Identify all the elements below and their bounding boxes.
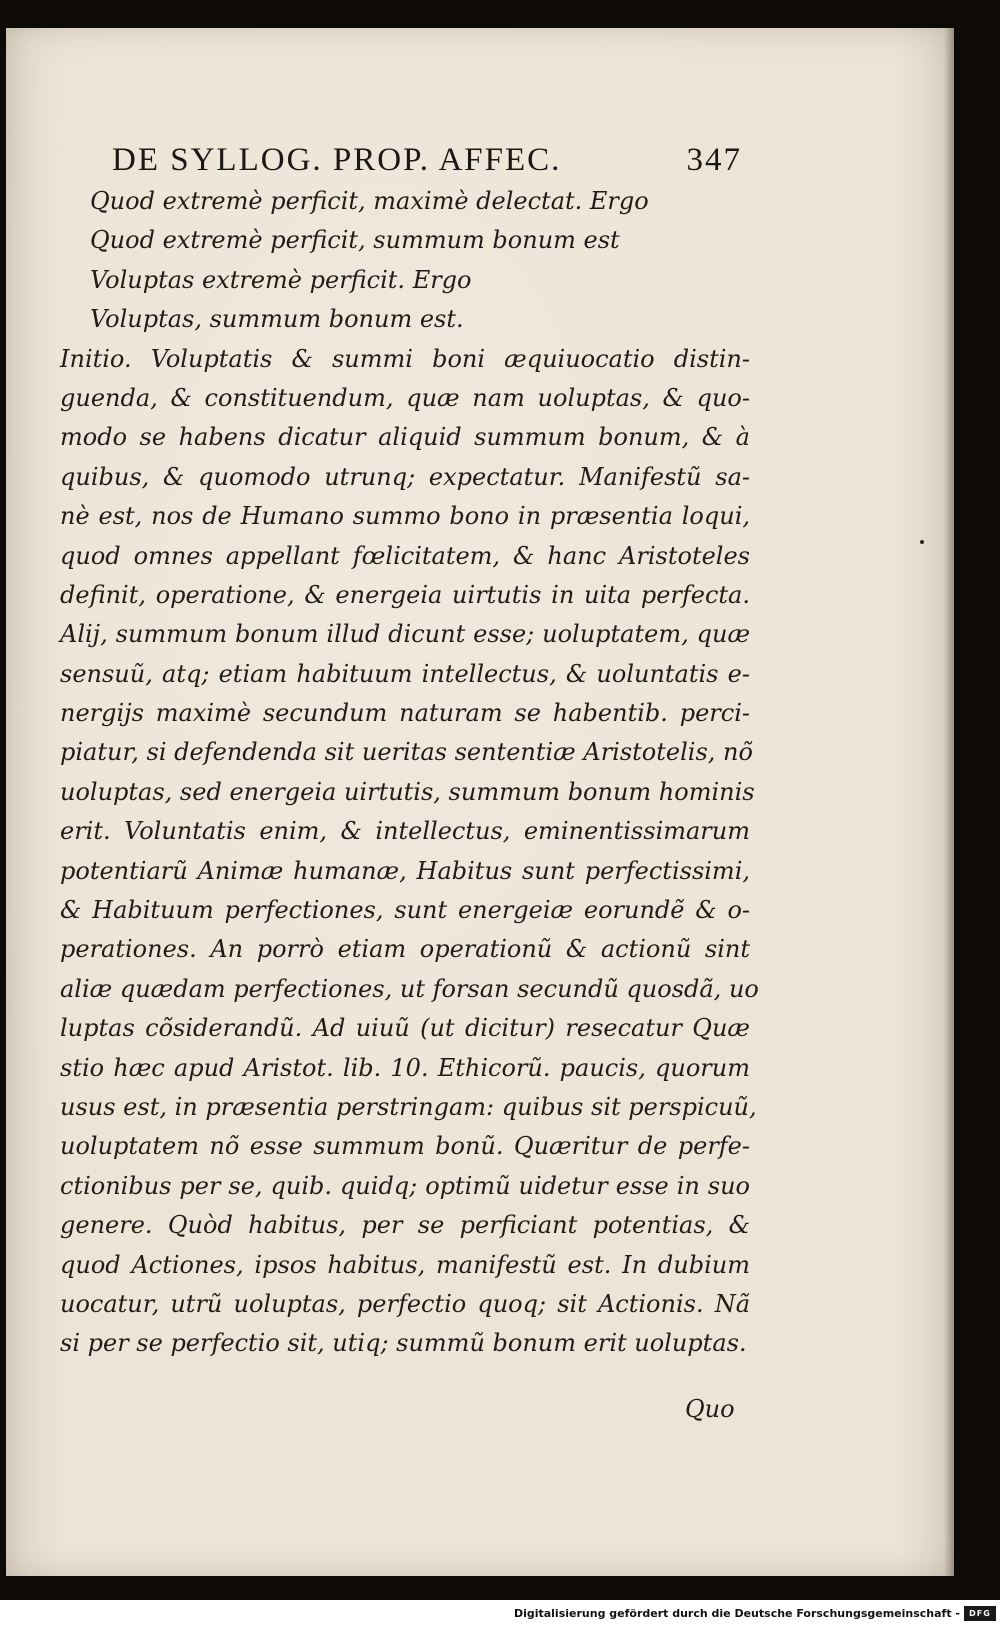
text-line: nè est, nos de Humano summo bono in præsentia loqui, <box>60 502 750 531</box>
syllogism-line: Quod extremè perficit, summum bonum est <box>90 226 620 255</box>
digitization-credit: Digitalisierung gefördert durch die Deutsche Forschungsgemeinschaft - <box>513 1607 960 1620</box>
text-line: luptas cõsiderandũ. Ad uiuũ (ut dicitur) resecatur Quæ <box>60 1014 750 1043</box>
text-line: nergijs maximè secundum naturam se habentib. perci- <box>60 699 750 728</box>
catchword: Quo <box>685 1395 735 1423</box>
running-head-title: DE SYLLOG. PROP. AFFEC. <box>112 142 562 178</box>
text-line: modo se habens dicatur aliquid summum bonum, & à <box>60 423 750 452</box>
page-number: 347 <box>686 142 742 178</box>
text-line: Initio. Voluptatis & summi boni æquiuocatio distin- <box>60 344 750 373</box>
text-line: guenda, & constituendum, quæ nam uoluptas, & quo- <box>60 383 750 412</box>
text-line: usus est, in præsentia perstringam: quibus sit perspicuũ, <box>60 1092 757 1121</box>
syllogism-line: Voluptas extremè perficit. Ergo <box>90 265 472 294</box>
ink-speck <box>920 540 924 544</box>
text-line: piatur, si defendenda sit ueritas sententiæ Aristotelis, nõ <box>60 738 753 767</box>
text-line: si per se perfectio sit, utiq; summũ bonum erit uoluptas. <box>60 1329 747 1358</box>
text-line: stio hæc apud Aristot. lib. 10. Ethicorũ. paucis, quorum <box>60 1053 750 1082</box>
text-line: potentiarũ Animæ humanæ, Habitus sunt perfectissimi, <box>60 856 750 885</box>
text-line: sensuũ, atq; etiam habituum intellectus, & uoluntatis e- <box>60 659 750 688</box>
text-line: & Habituum perfectiones, sunt energeiæ eorundẽ & o- <box>60 896 750 925</box>
text-line: quod Actiones, ipsos habitus, manifestũ est. In dubium <box>60 1250 750 1279</box>
syllogism-line: Voluptas, summum bonum est. <box>90 305 464 334</box>
text-line: uocatur, utrũ uoluptas, perfectio quoq; sit Actionis. Nã <box>60 1289 750 1318</box>
text-line: perationes. An porrò etiam operationũ & actionũ sint <box>60 935 750 964</box>
text-line: aliæ quædam perfectiones, ut forsan secundũ quosdã, uo <box>60 974 759 1003</box>
text-line: uoluptatem nõ esse summum bonũ. Quæritur de perfe- <box>60 1132 750 1161</box>
syllogism-line: Quod extremè perficit, maximè delectat. Ergo <box>90 187 649 215</box>
text-line: erit. Voluntatis enim, & intellectus, eminentissimarum <box>60 817 750 846</box>
dfg-logo: DFG <box>964 1606 996 1621</box>
running-head <box>112 142 742 186</box>
footer-bar <box>0 1600 1000 1628</box>
text-line: quod omnes appellant fœlicitatem, & hanc Aristoteles <box>60 541 750 570</box>
body-text <box>60 182 759 1364</box>
text-line: Alij, summum bonum illud dicunt esse; uoluptatem, quæ <box>60 620 750 649</box>
text-line: quibus, & quomodo utrunq; expectatur. Manifestũ sa- <box>60 462 750 491</box>
text-line: uoluptas, sed energeia uirtutis, summum bonum hominis <box>60 777 755 806</box>
text-line: ctionibus per se, quib. quidq; optimũ uidetur esse in suo <box>60 1171 750 1200</box>
text-line: definit, operatione, & energeia uirtutis in uita perfecta. <box>60 580 750 609</box>
page-edge-shadow <box>944 28 954 1576</box>
text-line: genere. Quòd habitus, per se perficiant potentias, & <box>60 1211 750 1240</box>
